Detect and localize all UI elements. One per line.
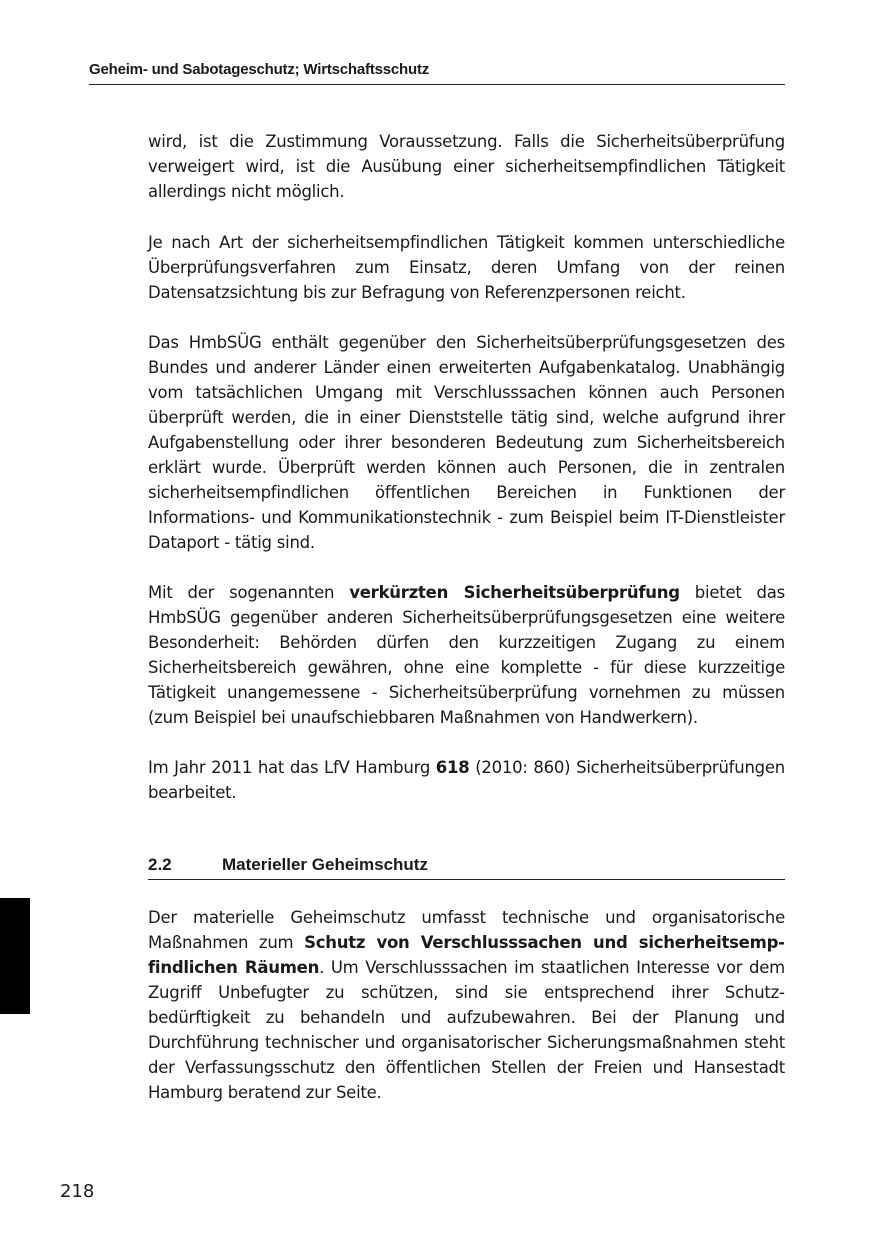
running-title: Geheim- und Sabotageschutz; Wirtschaftsschutz: [89, 61, 430, 78]
paragraph-hmbsueg-scope: Das HmbSÜG enthält gegenüber den Sicherheitsüberprüfungsgesetzen des Bundes und anderer Länder einen erweiterten Aufgabenkatalog. Unabhängig vom tatsächlichen Umgang mit Verschlusssachen können auch Personen überprüft werden, die in einer Dienststelle tätig sind, welche aufgrund ihrer Aufgabenstellung oder ihrer besonderen Bedeutung zum Sicherheitsbereich erklärt wurde. Überprüft werden können auch Personen, die in zentralen sicherheitsempfindlichen öffentlichen Bereichen in Funktionen der Informations- und Kommunikationstechnik - zum Beispiel beim IT-Dienstleister Dataport - tätig sind.: [148, 333, 785, 552]
section-heading: [148, 853, 785, 880]
paragraph-material-protection-rest: . Um Verschlusssachen im staatlichen Interesse vor dem Zugriff Unbefugter zu schützen, sind sie entsprechend ihrer Schutzbedürftigkeit zu behandeln und aufzubewahren. Bei der Planung und Durchführung technischer und organisatorischer Sicherungsmaßnahmen steht der Verfassungsschutz den öffentlichen Stellen der Freien und Hansestadt Hamburg beratend zur Seite.: [148, 958, 785, 1102]
paragraph-shortened-check: [148, 580, 785, 730]
paragraph-shortened-check-bold: verkürzten Sicherheitsüberprüfung: [349, 583, 680, 602]
paragraph-consent: wird, ist die Zustimmung Voraussetzung. Falls die Sicherheitsüberprüfung verweigert wird, ist die Ausübung einer sicherheitsempfindlichen Tätigkeit allerdings nicht möglich.: [148, 132, 785, 201]
page-number: 218: [60, 1181, 95, 1202]
paragraph-statistics-rest: (2010: 860) Sicherheitsüberprüfungen bearbeitet.: [148, 758, 785, 802]
paragraph-statistics-lead: Im Jahr 2011 hat das LfV Hamburg: [148, 758, 436, 777]
paragraph-material-protection-lead: Der materielle Geheimschutz umfasst technische und organisatorische Maßnahmen zum: [148, 908, 785, 952]
chapter-thumb-tab: [0, 898, 30, 1014]
paragraph-statistics-count: 618: [435, 758, 470, 777]
running-header: [89, 60, 785, 85]
paragraph-material-protection: [148, 905, 785, 1105]
paragraph-shortened-check-lead: Mit der sogenannten: [148, 583, 350, 602]
paragraph-material-protection-bold: Schutz von Verschlusssachen und sicherheitsempfindlichen Räumen: [148, 933, 785, 977]
paragraph-shortened-check-rest: bietet das HmbSÜG gegenüber anderen Sicherheitsüberprüfungsgesetzen eine weitere Besonderheit: Behörden dürfen den kurzzeitigen Zugang zu einem Sicherheitsbereich gewähren, ohne eine komplette - für diese kurzzeitige Tätigkeit unangemessene - Sicherheitsüberprüfung vornehmen zu müssen (zum Beispiel bei unaufschiebbaren Maßnahmen von Handwerkern).: [148, 583, 785, 727]
section-title: Materieller Geheimschutz: [222, 855, 428, 874]
paragraph-statistics: [148, 755, 785, 805]
paragraph-procedures: Je nach Art der sicherheitsempfindlichen Tätigkeit kommen unterschiedliche Überprüfungsverfahren zum Einsatz, deren Umfang von der reinen Datensatzsichtung bis zur Befragung von Referenzpersonen reicht.: [148, 233, 785, 302]
section-number: 2.2: [148, 855, 172, 874]
